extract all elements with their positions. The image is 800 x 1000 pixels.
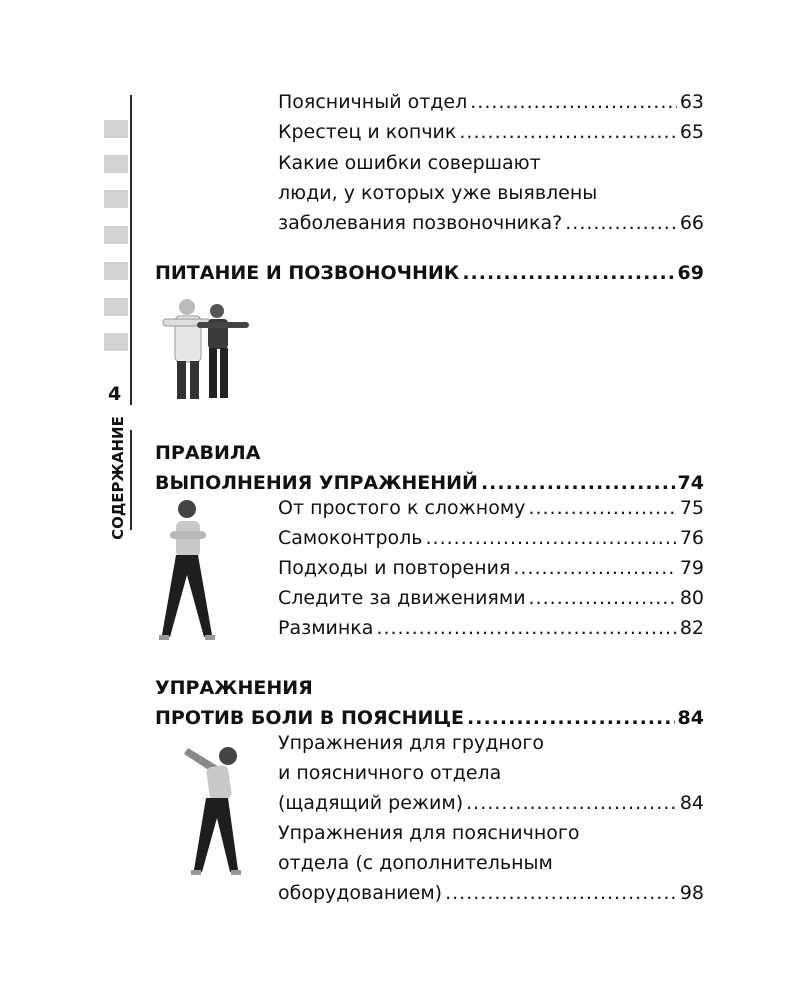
- section-label: СОДЕРЖАНИЕ: [109, 416, 127, 540]
- toc-entry-label: Следите за движениями: [278, 587, 526, 609]
- toc-entry[interactable]: [278, 613, 704, 643]
- sidebar-square: [104, 190, 128, 208]
- two-people-photo: [155, 295, 255, 405]
- woman-standing-photo: [152, 495, 222, 645]
- chapter-title-line: ВЫПОЛНЕНИЯ УПРАЖНЕНИЙ: [155, 472, 478, 494]
- toc-entry[interactable]: [278, 818, 704, 908]
- leader-dots: [528, 493, 676, 523]
- sidebar-square: [104, 333, 128, 351]
- leader-dots: [426, 523, 677, 553]
- sidebar-square: [104, 262, 128, 280]
- toc-entry-label-line: (щадящий режим): [278, 792, 464, 814]
- chapter-page: 74: [677, 472, 704, 494]
- toc-entry-label: Самоконтроль: [278, 527, 423, 549]
- leader-dots: [513, 553, 676, 583]
- leader-dots: [529, 583, 677, 613]
- toc-entry-label-line: отдела (с дополнительным: [278, 852, 553, 874]
- toc-entry-label-line: и поясничного отдела: [278, 762, 502, 784]
- toc-entry-page: 79: [679, 557, 704, 579]
- leader-dots: [565, 208, 677, 238]
- toc-entry-label-line: Упражнения для грудного: [278, 732, 544, 754]
- toc-entry[interactable]: [278, 87, 704, 117]
- woman-side-bend-photo: [180, 742, 250, 882]
- toc-entry[interactable]: [278, 493, 704, 523]
- leader-dots: [466, 788, 677, 818]
- sidebar-rule-lower: [130, 430, 132, 530]
- sidebar-square: [104, 298, 128, 316]
- toc-entry-page: 65: [679, 121, 704, 143]
- page-number: 4: [108, 383, 122, 405]
- toc-entry-page: 76: [679, 527, 704, 549]
- toc-entry[interactable]: [278, 117, 704, 147]
- chapter-title-line: ПРОТИВ БОЛИ В ПОЯСНИЦЕ: [155, 707, 465, 729]
- toc-entry-label-line: люди, у которых уже выявлены: [278, 182, 598, 204]
- toc-entry-label-line: Какие ошибки совершают: [278, 152, 541, 174]
- sidebar-rule: [130, 95, 132, 405]
- toc-entry[interactable]: [278, 148, 704, 238]
- toc-chapter[interactable]: [155, 673, 704, 733]
- toc-entry-label-line: заболевания позвоночника?: [278, 212, 563, 234]
- toc-entry-page: 84: [679, 792, 704, 814]
- chapter-title: ПИТАНИЕ И ПОЗВОНОЧНИК: [155, 262, 460, 284]
- toc-entry-page: 66: [679, 212, 704, 234]
- toc-entry[interactable]: [278, 523, 704, 553]
- toc-entry-label: Поясничный отдел: [278, 91, 468, 113]
- toc-entry-page: 80: [679, 587, 704, 609]
- chapter-title-line: УПРАЖНЕНИЯ: [155, 677, 313, 699]
- toc-entry-label-line: оборудованием): [278, 882, 443, 904]
- toc-entry-page: 63: [679, 91, 704, 113]
- toc-entry-label-line: Упражнения для поясничного: [278, 822, 580, 844]
- chapter-title-line: ПРАВИЛА: [155, 442, 261, 464]
- toc-entry-page: 75: [679, 497, 704, 519]
- leader-dots: [470, 87, 677, 117]
- toc-entry[interactable]: [278, 553, 704, 583]
- leader-dots: [376, 613, 676, 643]
- sidebar-square: [104, 120, 128, 138]
- toc-entry-page: 98: [679, 882, 704, 904]
- toc-entry[interactable]: [278, 583, 704, 613]
- toc-entry-label: Крестец и копчик: [278, 121, 457, 143]
- toc-entry-label: Подходы и повторения: [278, 557, 511, 579]
- toc-chapter[interactable]: [155, 258, 704, 288]
- toc-entry[interactable]: [278, 728, 704, 818]
- chapter-page: 69: [677, 262, 704, 284]
- toc-entry-label: От простого к сложному: [278, 497, 526, 519]
- leader-dots: [445, 878, 677, 908]
- sidebar-square: [104, 155, 128, 173]
- leader-dots: [462, 258, 674, 288]
- leader-dots: [459, 117, 676, 147]
- sidebar-square: [104, 226, 128, 244]
- toc-entry-label: Разминка: [278, 617, 374, 639]
- toc-entry-page: 82: [679, 617, 704, 639]
- chapter-page: 84: [677, 707, 704, 729]
- toc-chapter[interactable]: [155, 438, 704, 498]
